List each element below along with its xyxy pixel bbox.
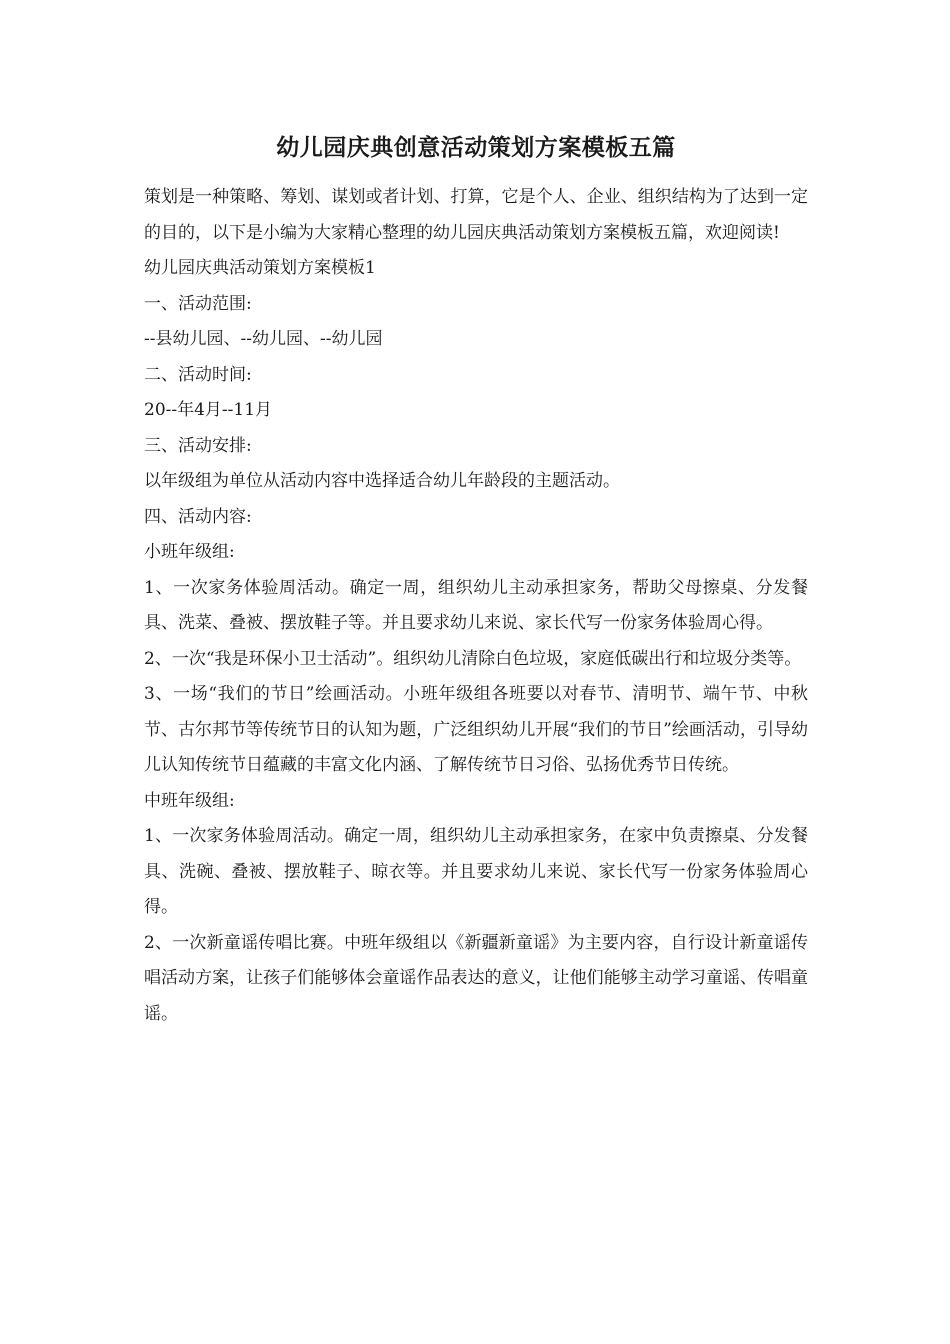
- heading-activity-content: 四、活动内容:: [144, 506, 252, 527]
- heading-small-class: 小班年级组:: [144, 542, 235, 562]
- section-heading-template-1: 幼儿园庆典活动策划方案模板1: [144, 258, 376, 278]
- heading-activity-time: 二、活动时间:: [144, 364, 252, 385]
- small-class-item-1: 1、一次家务体验周活动。确定一周，组织幼儿主动承担家务，帮助父母擦桌、分发餐具、洗菜、叠被、摆放鞋子等。并且要求幼儿来说、家长代写一份家务体验周心得。: [144, 577, 808, 633]
- document-title: 幼儿园庆典创意活动策划方案模板五篇: [276, 134, 676, 161]
- document-page: [144, 128, 808, 1032]
- middle-class-item-2: 2、一次新童谣传唱比赛。中班年级组以《新疆新童谣》为主要内容，自行设计新童谣传唱活动方案，让孩子们能够体会童谣作品表达的意义，让他们能够主动学习童谣、传唱童谣。: [144, 932, 808, 1024]
- activity-scope-text: --县幼儿园、--幼儿园、--幼儿园: [144, 329, 383, 349]
- middle-class-item-1: 1、一次家务体验周活动。确定一周，组织幼儿主动承担家务，在家中负责擦桌、分发餐具、洗碗、叠被、摆放鞋子、晾衣等。并且要求幼儿来说、家长代写一份家务体验周心得。: [144, 826, 808, 917]
- heading-activity-scope: 一、活动范围:: [144, 293, 252, 314]
- small-class-item-3: 3、一场“我们的节日”绘画活动。小班年级组各班要以对春节、清明节、端午节、中秋节、古尔邦节等传统节日的认知为题，广泛组织幼儿开展“我们的节日”绘画活动，引导幼儿认知传统节日蕴藏的丰富文化内涵、了解传统节日习俗、弘扬优秀节日传统。: [144, 684, 808, 775]
- heading-activity-arrangement: 三、活动安排:: [144, 435, 252, 456]
- small-class-item-2: 2、一次“我是环保小卫士活动”。组织幼儿清除白色垃圾，家庭低碳出行和垃圾分类等。: [144, 648, 802, 669]
- heading-middle-class: 中班年级组:: [144, 790, 235, 811]
- activity-time-text: 20--年4月--11月: [144, 400, 273, 420]
- activity-arrangement-text: 以年级组为单位从活动内容中选择适合幼儿年龄段的主题活动。: [144, 471, 620, 491]
- intro-paragraph: 策划是一种策略、筹划、谋划或者计划、打算，它是个人、企业、组织结构为了达到一定的目的，以下是小编为大家精心整理的幼儿园庆典活动策划方案模板五篇，欢迎阅读!: [144, 187, 808, 243]
